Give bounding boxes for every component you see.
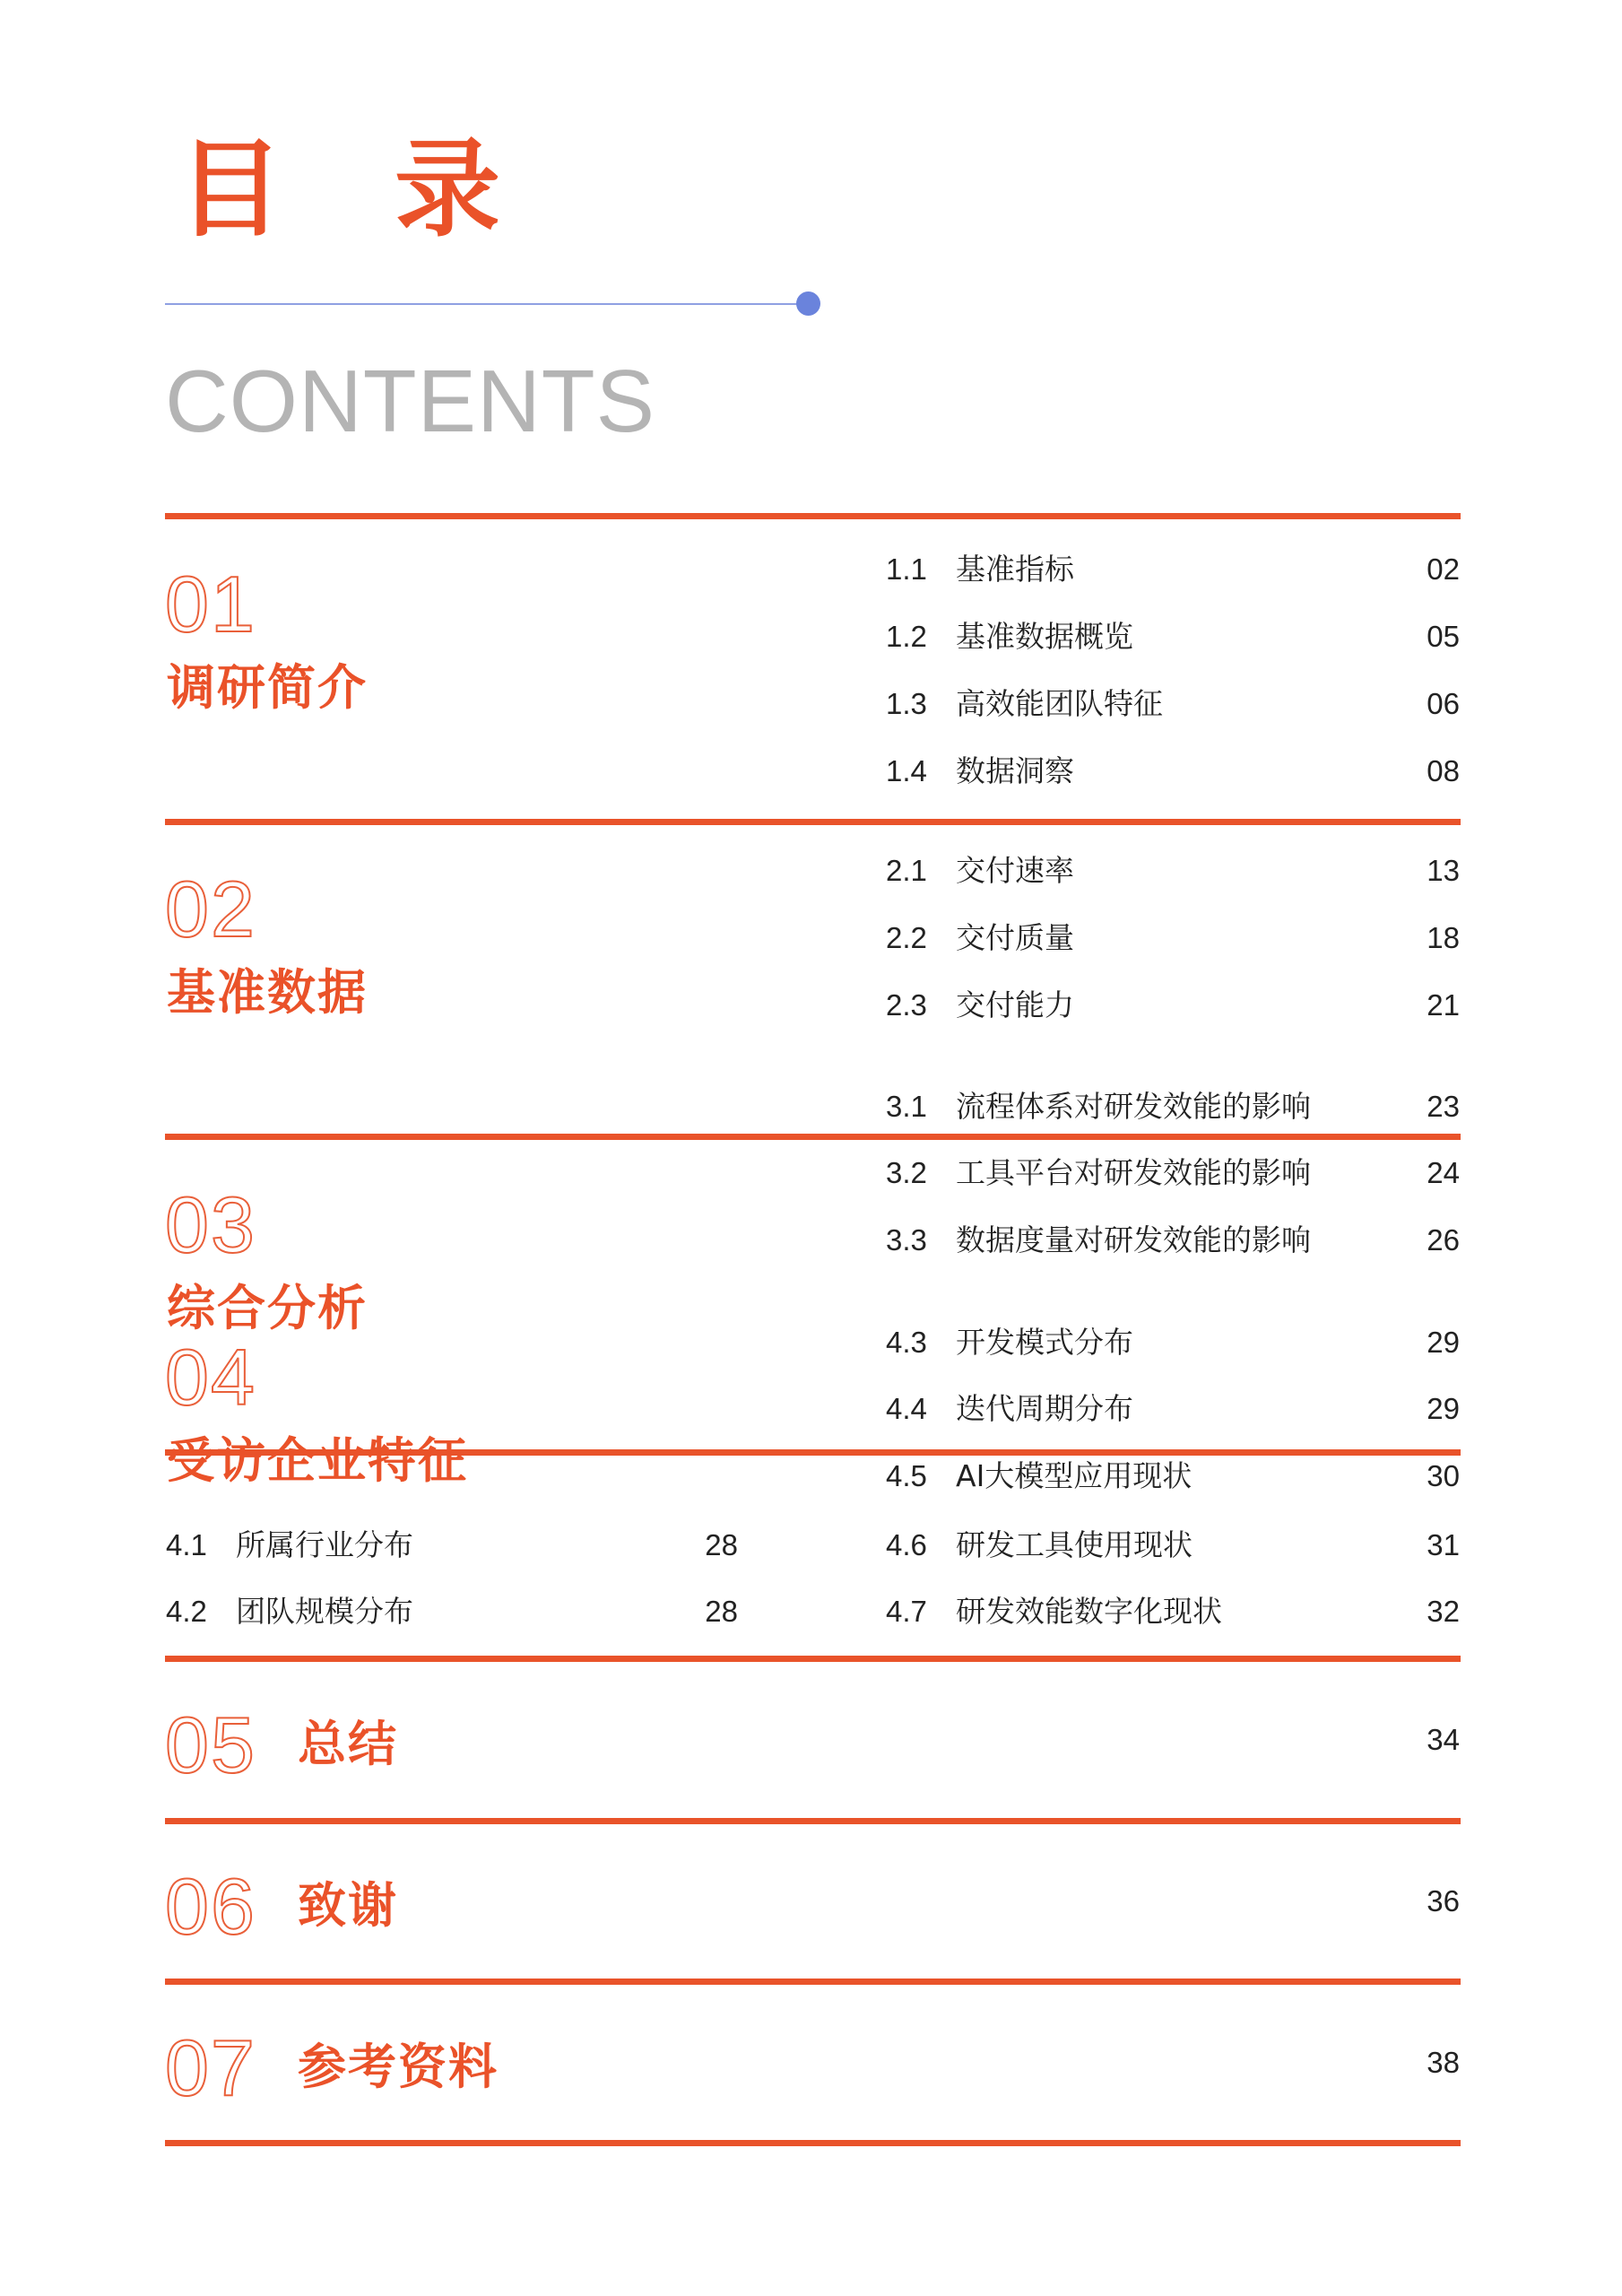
contents-subtitle: CONTENTS (165, 352, 655, 450)
item-page: 05 (1427, 620, 1460, 653)
section-number: 01 (165, 560, 256, 648)
divider (165, 1818, 1461, 1824)
section-title[interactable]: 综合分析 (167, 1280, 368, 1336)
item-number: 4.6 (886, 1528, 927, 1561)
item-number: 1.2 (886, 620, 927, 653)
section-title[interactable]: 参考资料 (298, 2039, 499, 2095)
divider (165, 819, 1461, 825)
toc-item[interactable] (886, 684, 1460, 724)
item-number: 4.1 (166, 1528, 207, 1561)
toc-item[interactable] (886, 1221, 1460, 1260)
toc-item[interactable] (886, 550, 1460, 589)
section-number: 07 (165, 2023, 256, 2112)
item-page: 13 (1427, 854, 1460, 887)
toc-item[interactable] (166, 1592, 738, 1631)
item-number: 3.2 (886, 1156, 927, 1189)
section-page: 34 (1427, 1723, 1460, 1756)
item-number: 2.3 (886, 988, 927, 1022)
section-title[interactable]: 致谢 (298, 1877, 398, 1934)
toc-item[interactable] (886, 1323, 1460, 1362)
item-label: 研发效能数字化现状 (956, 1594, 1222, 1629)
item-number: 4.2 (166, 1595, 207, 1628)
divider (165, 1134, 1461, 1140)
item-number: 4.5 (886, 1459, 927, 1492)
item-label: 工具平台对研发效能的影响 (956, 1155, 1311, 1190)
item-label: 数据度量对研发效能的影响 (956, 1222, 1311, 1257)
toc-item[interactable] (886, 1153, 1460, 1193)
item-number: 4.7 (886, 1595, 927, 1628)
item-page: 29 (1427, 1326, 1460, 1359)
item-page: 32 (1427, 1595, 1460, 1628)
section-number: 06 (165, 1862, 256, 1951)
title-char-lu: 录 (395, 127, 501, 251)
toc-item[interactable] (886, 986, 1460, 1025)
section-number: 04 (165, 1333, 256, 1422)
toc-item[interactable] (886, 752, 1460, 791)
item-label: AI大模型应用现状 (956, 1458, 1193, 1493)
item-number: 2.2 (886, 921, 927, 954)
item-number: 4.3 (886, 1326, 927, 1359)
item-label: 数据洞察 (956, 753, 1074, 788)
item-page: 02 (1427, 552, 1460, 586)
section-number: 05 (165, 1700, 256, 1789)
divider (165, 513, 1461, 519)
toc-item[interactable] (886, 1087, 1460, 1126)
item-page: 06 (1427, 687, 1460, 720)
item-page: 28 (705, 1595, 738, 1628)
item-label: 交付速率 (956, 853, 1074, 888)
divider (165, 1979, 1461, 1985)
divider (165, 2140, 1461, 2146)
item-label: 交付质量 (956, 920, 1074, 955)
item-page: 21 (1427, 988, 1460, 1022)
item-page: 24 (1427, 1156, 1460, 1189)
item-number: 3.3 (886, 1223, 927, 1257)
item-label: 交付能力 (956, 987, 1074, 1022)
section-title[interactable]: 调研简介 (167, 659, 368, 716)
item-page: 26 (1427, 1223, 1460, 1257)
item-number: 1.4 (886, 754, 927, 787)
item-page: 23 (1427, 1090, 1460, 1123)
item-page: 29 (1427, 1392, 1460, 1425)
section-page: 38 (1427, 2046, 1460, 2079)
item-label: 开发模式分布 (956, 1325, 1133, 1360)
divider (165, 1656, 1461, 1662)
decorative-dot-icon (796, 291, 820, 316)
decorative-line (165, 303, 809, 305)
toc-item[interactable] (886, 1457, 1460, 1496)
item-number: 3.1 (886, 1090, 927, 1123)
toc-item[interactable] (886, 851, 1460, 891)
item-page: 08 (1427, 754, 1460, 787)
title-char-mu: 目 (178, 127, 284, 251)
toc-item[interactable] (886, 1592, 1460, 1631)
item-number: 4.4 (886, 1392, 927, 1425)
section-title[interactable]: 总结 (298, 1716, 398, 1772)
item-label: 高效能团队特征 (956, 686, 1163, 721)
item-label: 基准指标 (956, 552, 1074, 587)
item-page: 31 (1427, 1528, 1460, 1561)
item-page: 18 (1427, 921, 1460, 954)
section-page: 36 (1427, 1884, 1460, 1918)
toc-item[interactable] (886, 617, 1460, 657)
item-page: 30 (1427, 1459, 1460, 1492)
section-number: 02 (165, 865, 256, 953)
item-label: 基准数据概览 (956, 619, 1133, 654)
section-number: 03 (165, 1180, 256, 1269)
item-label: 所属行业分布 (236, 1527, 413, 1562)
toc-item[interactable] (166, 1526, 738, 1565)
item-number: 1.3 (886, 687, 927, 720)
item-label: 迭代周期分布 (956, 1391, 1133, 1426)
item-page: 28 (705, 1528, 738, 1561)
item-label: 研发工具使用现状 (956, 1527, 1193, 1562)
item-number: 2.1 (886, 854, 927, 887)
section-title[interactable]: 基准数据 (167, 964, 368, 1021)
toc-item[interactable] (886, 1389, 1460, 1429)
item-label: 团队规模分布 (236, 1594, 413, 1629)
toc-item[interactable] (886, 918, 1460, 958)
item-label: 流程体系对研发效能的影响 (956, 1089, 1311, 1124)
toc-item[interactable] (886, 1526, 1460, 1565)
item-number: 1.1 (886, 552, 927, 586)
section-title[interactable]: 受访企业特征 (167, 1432, 468, 1489)
